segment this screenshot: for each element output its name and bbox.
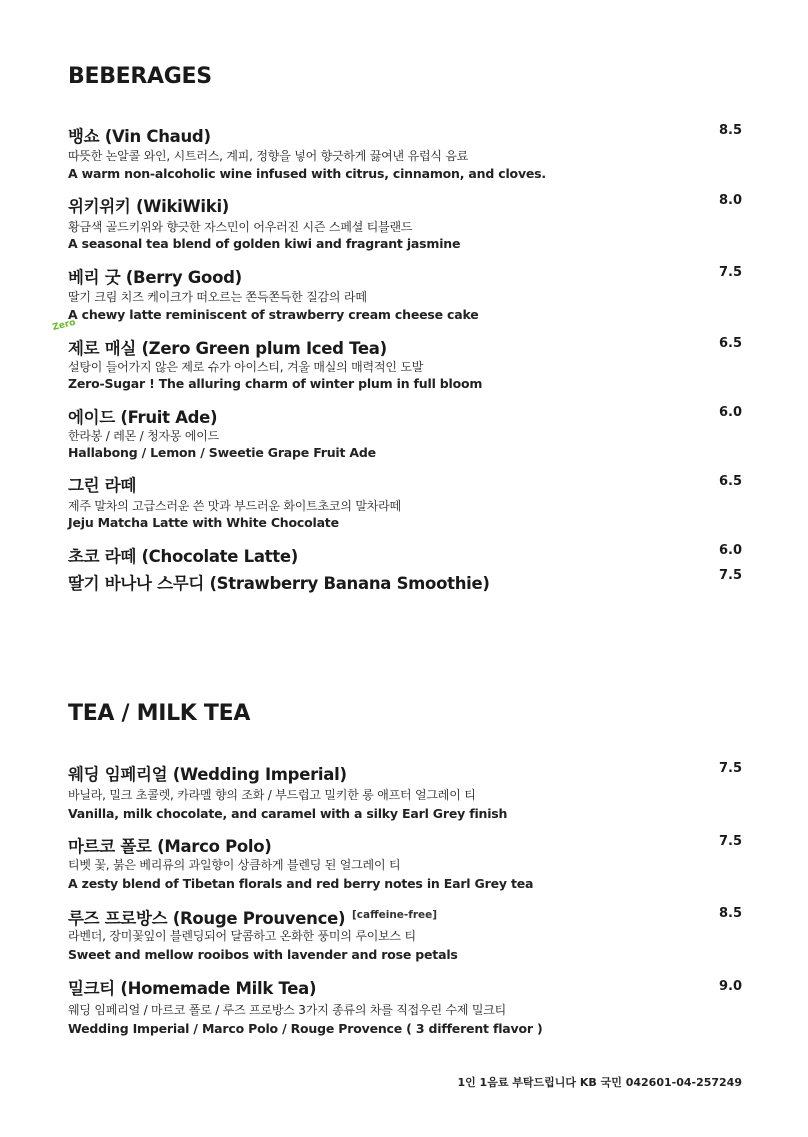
menu-item-price: 7.5 [718, 761, 742, 776]
menu-item-price: 9.0 [718, 979, 742, 994]
menu-item-name: 웨딩 임페리얼 (Wedding Imperial) [68, 765, 347, 784]
zero-badge: Zero [51, 317, 77, 333]
menu-item-desc-ko: 바닐라, 밀크 초콜렛, 카라멜 향의 조화 / 부드럽고 밀키한 롱 애프터 얼그레이 티 [68, 788, 476, 802]
menu-item-name: 밀크티 (Homemade Milk Tea) [68, 979, 317, 998]
menu-item-desc-en: Jeju Matcha Latte with White Chocolate [68, 515, 339, 530]
menu-item-desc-ko: 라벤더, 장미꽃잎이 블렌딩되어 달콤하고 온화한 풍미의 루이보스 티 [68, 929, 416, 943]
section-title-tea: TEA / MILK TEA [68, 701, 251, 726]
menu-item-desc-ko: 황금색 골드키위와 향긋한 자스민이 어우러진 시즌 스페셜 티블랜드 [68, 220, 413, 234]
menu-item-price: 7.5 [718, 834, 742, 849]
menu-item-name: 딸기 바나나 스무디 (Strawberry Banana Smoothie) [68, 574, 490, 593]
menu-item-desc-en: Hallabong / Lemon / Sweetie Grape Fruit Ade [68, 445, 376, 460]
menu-item-desc-en: A seasonal tea blend of golden kiwi and fragrant jasmine [68, 236, 461, 251]
menu-item-desc-ko: 한라봉 / 레몬 / 청자몽 에이드 [68, 429, 220, 443]
menu-item-desc-en: A chewy latte reminiscent of strawberry cream cheese cake [68, 307, 479, 322]
menu-item-name: 제로 매실 (Zero Green plum Iced Tea) [68, 339, 387, 358]
menu-item-desc-en: Wedding Imperial / Marco Polo / Rouge Provence ( 3 different flavor ) [68, 1021, 543, 1036]
menu-item-name: 초코 라떼 (Chocolate Latte) [68, 547, 298, 566]
menu-item-desc-en: A warm non-alcoholic wine infused with citrus, cinnamon, and cloves. [68, 166, 546, 181]
menu-item-name: 그린 라떼 [68, 476, 137, 495]
menu-item-desc-ko: 웨딩 임페리얼 / 마르코 폴로 / 루즈 프로방스 3가지 종류의 차를 직접우린 수제 밀크티 [68, 1003, 507, 1017]
menu-item-name: 마르코 폴로 (Marco Polo) [68, 837, 272, 856]
menu-item-price: 6.0 [718, 543, 742, 558]
section-title-beverages: BEBERAGES [68, 64, 212, 89]
menu-item-desc-ko: 제주 말차의 고급스러운 쓴 맛과 부드러운 화이트초코의 말차라떼 [68, 499, 401, 513]
menu-item-price: 8.5 [718, 906, 742, 921]
menu-item-desc-ko: 딸기 크림 치즈 케이크가 떠오르는 쫀득쫀득한 질감의 라떼 [68, 290, 367, 304]
menu-item-desc-en: Zero-Sugar ! The alluring charm of winter plum in full bloom [68, 376, 483, 391]
menu-item-name: 뱅쇼 (Vin Chaud) [68, 127, 211, 146]
menu-item-name: 에이드 (Fruit Ade) [68, 408, 218, 427]
menu-item-price: 8.5 [718, 123, 742, 138]
menu-item-price: 6.5 [718, 336, 742, 351]
menu-item-price: 8.0 [718, 193, 742, 208]
caffeine-free-tag: [caffeine-free] [352, 909, 438, 921]
footer-note: 1인 1음료 부탁드립니다 KB 국민 042601-04-257249 [457, 1076, 742, 1089]
menu-item-name: 루즈 프로방스 (Rouge Prouvence) [68, 909, 346, 928]
menu-item-price: 7.5 [718, 265, 742, 280]
menu-item-desc-ko: 따뜻한 논알콜 와인, 시트러스, 계피, 정향을 넣어 향긋하게 끓여낸 유럽식 음료 [68, 149, 469, 163]
menu-item-price: 7.5 [718, 568, 742, 583]
menu-item-desc-ko: 설탕이 들어가지 않은 제로 슈가 아이스티, 겨울 매실의 매력적인 도발 [68, 360, 424, 374]
menu-item-name: 베리 굿 (Berry Good) [68, 268, 242, 287]
menu-item-name: 위키위키 (WikiWiki) [68, 197, 230, 216]
menu-item-desc-en: Vanilla, milk chocolate, and caramel with a silky Earl Grey finish [68, 806, 508, 821]
menu-item-price: 6.0 [718, 405, 742, 420]
menu-item-price: 6.5 [718, 474, 742, 489]
menu-item-desc-en: Sweet and mellow rooibos with lavender and rose petals [68, 947, 458, 962]
menu-item-desc-en: A zesty blend of Tibetan florals and red berry notes in Earl Grey tea [68, 876, 534, 891]
menu-item-desc-ko: 티벳 꽃, 붉은 베리류의 과일향이 상큼하게 블렌딩 된 얼그레이 티 [68, 858, 401, 872]
